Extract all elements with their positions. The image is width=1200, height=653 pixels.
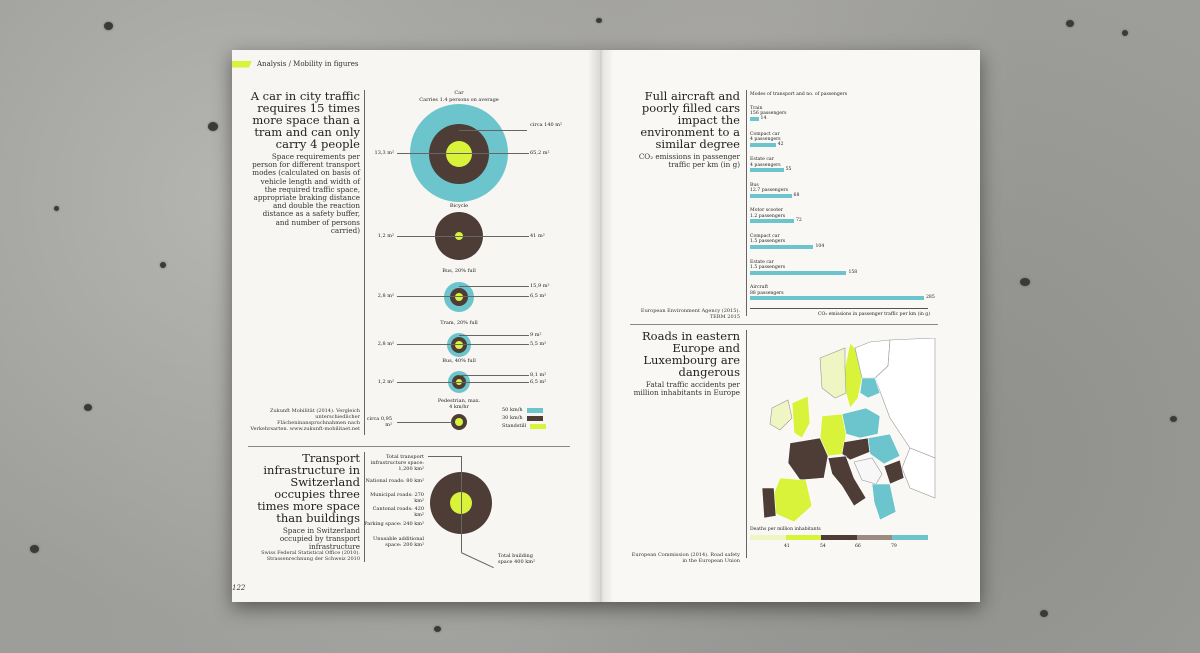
bus40-top-label: 8,1 m² [530,372,547,378]
bus20-inner-circle [455,293,463,301]
map-region-ireland [770,400,792,430]
roads-legend-tick-54: 54 [820,544,826,549]
emissions-bar-label: Estate car 1.5 passengers [750,259,786,270]
tram20-left-label: 2,8 m² [377,341,394,347]
legend-50kmh-label: 50 km/h [502,407,523,413]
roads-legend-tick-41: 41 [784,544,790,549]
infra-total-label: Total transport infrastructure space: 1,200 km² [370,454,424,472]
tram20-name: Tram, 20% full [440,320,478,326]
emissions-bar-value: 285 [926,295,935,301]
emissions-header: Modes of transport and no. of passengers [750,92,848,97]
car-name: Car [454,90,464,96]
emissions-bar [750,117,759,121]
emissions-bar [750,271,846,275]
roads-divider [746,330,747,558]
infra-municipal-label: Municipal roads: 270 km² [370,492,424,504]
bicycle-right-label: 41 m² [530,233,545,239]
car-inner-circle [446,141,472,167]
concrete-pit [208,122,218,131]
concrete-pit [1040,610,1048,617]
legend-50kmh-swatch [527,408,543,413]
infra-building-leader-diagonal [461,552,494,568]
bus20-right-label: 6,5 m² [530,293,547,299]
emissions-divider [746,90,747,316]
map-region-bulgaria [884,460,904,484]
emissions-bar [750,143,776,147]
pedestrian-name: Pedestrian, max. 4 km/hr [437,398,481,410]
page-number: 122 [232,584,246,592]
car-axis-leader [397,153,529,154]
bicycle-left-label: 1,2 m² [377,233,394,239]
magazine-spread [232,50,980,602]
bicycle-axis-leader [397,236,529,237]
legend-standstill-swatch [530,424,546,429]
emissions-bar-label: Compact car 4 passengers [750,131,781,142]
emissions-bar-value: 55 [785,167,792,173]
pedestrian-inner-circle [455,418,463,426]
bus20-left-label: 2,8 m² [377,293,394,299]
space-heading [248,90,360,235]
legend-band-4 [857,535,893,540]
concrete-pit [1066,20,1074,27]
right-section-divider [630,324,938,325]
concrete-pit [104,22,113,30]
map-region-norway [820,348,846,398]
bus20-top-label: 15,9 m² [530,283,550,289]
roads-legend-tick-79: 79 [891,544,897,549]
emissions-bar-value: 42 [777,141,784,147]
bus40-left-label: 1,2 m² [377,379,394,385]
concrete-pit [1122,30,1128,36]
infra-parking-label: Parking space: 240 km² [364,521,424,527]
infra-national-label: National roads: 80 km² [365,478,424,484]
running-head-text: Analysis / Mobility in figures [257,60,359,68]
legend-band-3 [821,535,857,540]
concrete-pit [434,626,441,632]
roads-legend-bar [750,535,928,540]
running-head [232,60,358,68]
emissions-bar-label: Compact car 1.5 passengers [750,234,786,245]
concrete-pit [54,206,59,211]
section-divider [248,446,570,447]
concrete-pit [596,18,602,23]
bus40-right-label: 6,5 m² [530,379,547,385]
emissions-bar [750,194,792,198]
emissions-bar [750,296,924,300]
emissions-bar-label: Motor scooter 1.2 passengers [750,208,786,219]
concrete-pit [30,545,39,553]
roads-legend-tick-66: 66 [855,544,861,549]
spine-shadow [588,50,614,602]
roads-subtitle: Fatal traffic accidents per million inhabitants in Europe [633,380,740,398]
left-page [232,50,598,602]
emissions-axis-line [750,308,928,309]
emissions-title: Full aircraft and poorly filled cars impact the environment to a similar degree [640,89,740,151]
emissions-subtitle: CO₂ emissions in passenger traffic per km (in g) [638,152,740,170]
concrete-pit [1020,278,1030,286]
legend-standstill-label: Standstill [502,423,527,429]
concrete-pit [160,262,166,268]
emissions-bar-value: 14 [760,116,767,121]
infra-source: Swiss Federal Statistical Office (2010). Strassenrechnung der Schweiz 2010 [261,550,360,562]
pedestrian-axis-leader [397,422,453,423]
emissions-bar [750,168,784,172]
roads-heading [630,330,740,397]
pedestrian-left-label: circa 0,95 m² [366,416,392,428]
emissions-bar [750,219,794,223]
car-outer-leader [459,130,527,131]
map-region-greece [872,484,896,520]
map-region-spain [772,478,812,522]
bus20-name: Bus, 20% full [442,268,476,274]
legend-50kmh [502,407,543,413]
bicycle-name: Bicycle [449,203,469,209]
map-region-uk [792,396,810,438]
bus40-top-leader [459,375,529,376]
car-note: Carries 1.4 persons on average [419,97,499,103]
right-page [598,50,980,602]
legend-band-5 [892,535,928,540]
europe-map [750,338,940,528]
tram20-top-leader [459,335,529,336]
tram20-axis-leader [397,344,529,345]
emissions-bar-label: Aircraft 88 passengers [750,285,784,296]
space-subtitle: Space requirements per person for different transport modes (calculated on basis of vehicle length and width of the required traffic space, appropriate braking distance and double the reaction distance as a safety buffer, and number of persons carried) [252,152,360,235]
concrete-pit [1170,416,1177,422]
car-left-label: 13,3 m² [374,150,394,156]
map-region-france [788,438,828,480]
emissions-bar-value: 68 [793,192,800,198]
emissions-bar-label: Estate car 4 passengers [750,157,781,168]
legend-30kmh [502,415,543,421]
infra-heading [248,452,360,552]
tram20-right-label: 5,5 m² [530,341,547,347]
emissions-source: European Environment Agency (2015). TERM 2015 [640,308,740,320]
infra-subtitle: Space in Switzerland occupied by transport infrastructure [279,526,360,552]
space-source: Zukunft Mobilität (2014). Vergleich unterschiedlicher Flächeninanspruchnahmen nach Verkehrsarten. www.zukunft-mobilitaet.net [250,408,360,432]
space-title: A car in city traffic requires 15 times more space than a tram and can only carry 4 people [250,89,360,151]
emissions-bar-value: 158 [848,269,858,275]
bus40-name: Bus, 40% full [442,358,476,364]
roads-source: European Commission (2014). Road safety in the European Union [631,552,740,564]
legend-30kmh-swatch [527,416,543,421]
roads-legend-title: Deaths per million inhabitants [750,527,821,532]
legend-standstill [502,423,546,429]
yellow-tab-marker [232,61,252,68]
infra-unusable-label: Unusable additional space: 200 km² [373,536,424,548]
bus40-axis-leader [397,382,529,383]
legend-band-1 [750,535,786,540]
legend-band-2 [786,535,822,540]
emissions-bar-label: Train 156 passengers [750,106,787,117]
emissions-axis-label: CO₂ emissions in passenger traffic per km (in g) [817,312,930,317]
bus20-axis-leader [397,296,529,297]
emissions-bar [750,245,813,249]
emissions-bar-value: 104 [815,244,825,249]
map-region-portugal [762,488,776,518]
map-region-poland [842,408,880,438]
bus20-top-leader [459,286,529,287]
legend-30kmh-label: 30 km/h [502,415,523,421]
car-right-label: 65,2 m² [530,150,550,156]
emissions-bar-label: Bus 12.7 passengers [750,182,788,194]
infra-title: Transport infrastructure in Switzerland occupies three times more space than buildings [257,451,360,525]
car-outer-label: circa 140 m² [530,122,563,128]
infra-building-leader [461,456,462,552]
tram20-top-label: 9 m² [530,332,542,338]
roads-title: Roads in eastern Europe and Luxembourg are dangerous [642,329,740,379]
emissions-bar-value: 72 [795,218,802,224]
tram20-inner-circle [455,341,463,349]
infra-building-label: Total building space 400 km² [498,553,536,565]
map-region-balkans [854,458,882,484]
concrete-pit [84,404,92,411]
infra-cantonal-label: Cantonal roads: 420 km² [372,506,424,518]
emissions-heading [630,90,740,169]
infra-total-leader [428,456,461,457]
